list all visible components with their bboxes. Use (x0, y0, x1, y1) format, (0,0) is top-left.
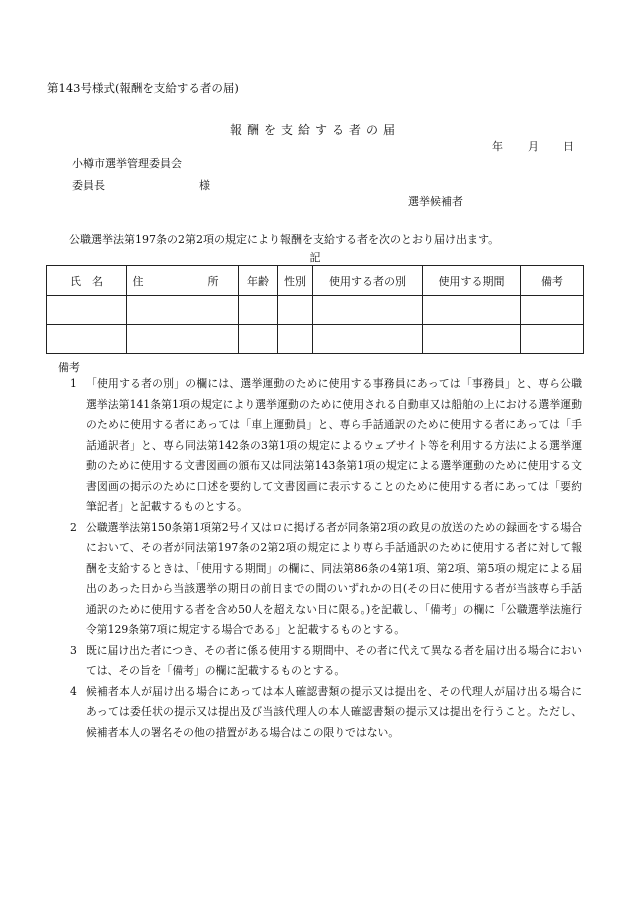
table-cell[interactable] (313, 325, 423, 354)
remark-item (70, 682, 582, 744)
table-cell[interactable] (127, 296, 239, 325)
header-name: 氏 名 (47, 266, 127, 296)
remark-text: 候補者本人が届け出る場合にあっては本人確認書類の提示又は提出を、その代理人が届け出る場合にあっては委任状の提示又は提出及び当該代理人の本人確認書類の提示又は提出を行うこと。ただし、候補者本人の署名その他の措置がある場合はこの限りではない。 (86, 684, 582, 739)
addressee-committee: 小樽市選挙管理委員会 (72, 157, 182, 170)
date-year-label: 年 (492, 140, 503, 153)
table-cell[interactable] (127, 325, 239, 354)
candidate-label: 選挙候補者 (408, 195, 463, 208)
table-row (47, 325, 584, 354)
intro-text: 公職選挙法第197条の2第2項の規定により報酬を支給する者を次のとおり届け出ます。 (69, 233, 500, 246)
table-cell[interactable] (423, 296, 521, 325)
remark-item (70, 374, 582, 518)
header-sex: 性別 (278, 266, 313, 296)
form-number: 第143号様式(報酬を支給する者の届) (47, 81, 239, 95)
remark-item (70, 641, 582, 682)
ki-label: 記 (309, 251, 321, 264)
report-table (46, 265, 584, 354)
header-remarks: 備考 (521, 266, 584, 296)
table-cell[interactable] (313, 296, 423, 325)
remark-number: 4 (70, 684, 77, 698)
remark-number: 2 (70, 520, 77, 534)
remark-item (70, 518, 582, 641)
document-title: 報酬を支給する者の届 (229, 123, 400, 137)
table-cell[interactable] (47, 296, 127, 325)
addressee-chairman: 委員長 (72, 179, 105, 192)
date-month-label: 月 (528, 140, 539, 153)
table-cell[interactable] (423, 325, 521, 354)
table-header-row (47, 266, 584, 296)
table-cell[interactable] (239, 325, 278, 354)
remarks-heading: 備考 (58, 361, 80, 374)
header-role: 使用する者の別 (313, 266, 423, 296)
remark-text: 既に届け出た者につき、その者に係る使用する期間中、その者に代えて異なる者を届け出る場合においては、その旨を「備考」の欄に記載するものとする。 (86, 643, 583, 677)
table-cell[interactable] (239, 296, 278, 325)
remarks-list (70, 374, 582, 743)
table-cell[interactable] (278, 325, 313, 354)
remark-number: 1 (70, 377, 77, 390)
remark-text: 「使用する者の別」の欄には、選挙運動のために使用する事務員にあっては「事務員」と、専ら公職選挙法第141条第1項の規定により選挙運動のために使用される自動車又は船舶の上における選挙運動のために使用する者にあっては「車上運動員」と、専ら手話通訳のために使用する者にあっては「手話通訳者」と、専ら同法第142条の3第1項の規定によるウェブサイト等を利用する方法による選挙運動のために使用する文書図画の頒布又は同法第143条第1項の規定による選挙運動のために使用する文書図画の掲示のために口述を要約して文書図画に表示することのために使用する者にあっては「要約筆記者」と記載するものとする。 (86, 377, 582, 513)
table-cell[interactable] (521, 325, 584, 354)
header-address: 住 所 (127, 266, 239, 296)
remark-number: 3 (70, 643, 77, 657)
table-cell[interactable] (521, 296, 584, 325)
table-cell[interactable] (47, 325, 127, 354)
table-cell[interactable] (278, 296, 313, 325)
table-row (47, 296, 584, 325)
date-day-label: 日 (563, 140, 574, 153)
addressee-honorific: 様 (199, 179, 210, 192)
header-period: 使用する期間 (423, 266, 521, 296)
remark-text: 公職選挙法第150条第1項第2号イ又はロに掲げる者が同条第2項の政見の放送のための録画をする場合において、その者が同法第197条の2第2項の規定により専ら手話通訳のために使用する者に対して報酬を支給するときは、「使用する期間」の欄に、同法第86条の4第1項、第2項、第5項の規定による届出のあった日から当該選挙の期日の前日までの間のいずれかの日(その日に使用する者が当該専ら手話通訳のために使用する者を含め50人を超えない日に限る。)を記載し、「備考」の欄に「公職選挙法施行令第129条第7項に規定する場合である」と記載するものとする。 (86, 520, 582, 636)
header-age: 年齢 (239, 266, 278, 296)
